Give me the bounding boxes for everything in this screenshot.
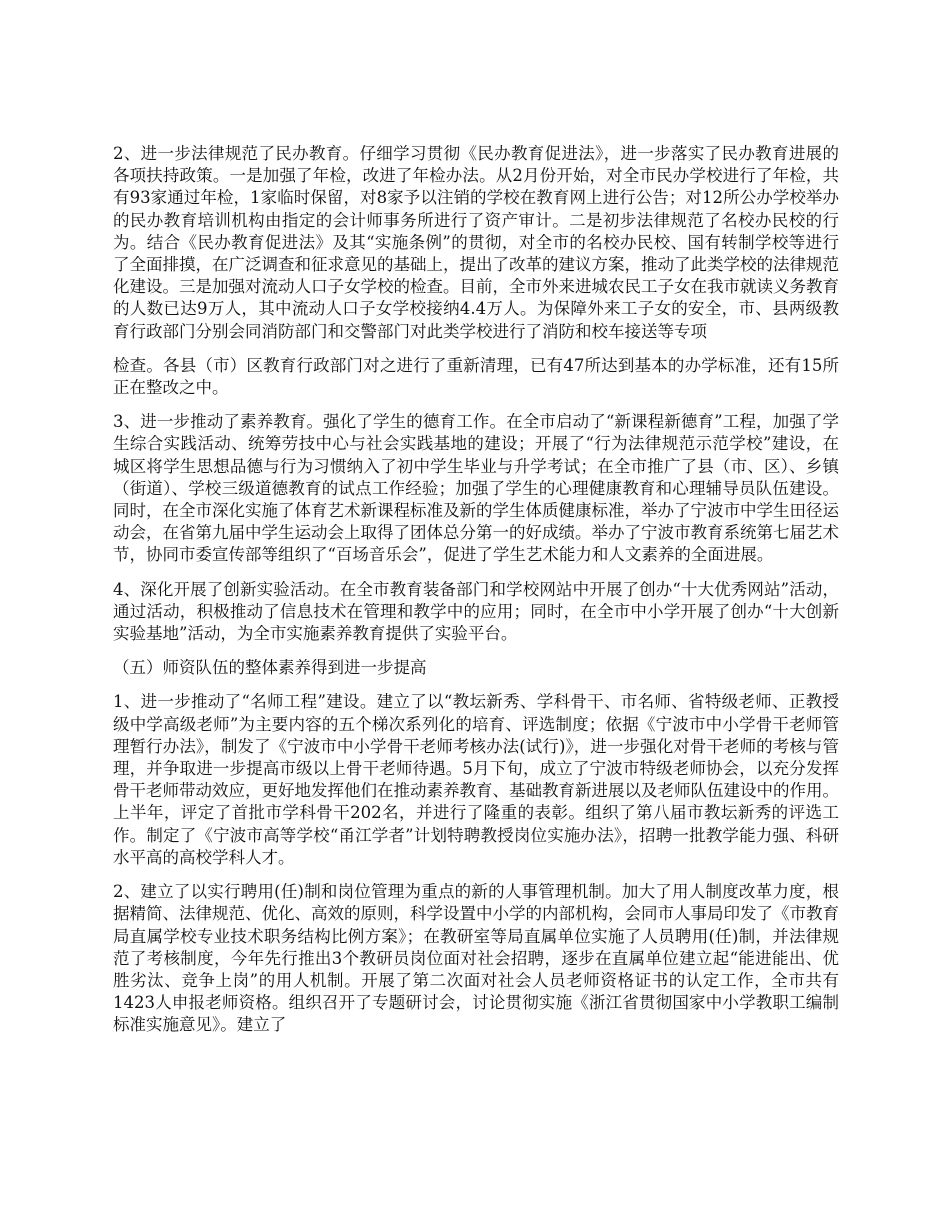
paragraph-personnel-management: 2、建立了以实行聘用(任)制和岗位管理为重点的新的人事管理机制。加大了用人制度改革力度，根据精简、法律规范、优化、高效的原则，科学设置中小学的内部机构，会同市人事局印发了《市教育局直属学校专业技术职务结构比例方案》；在教研室等局直属单位实施了人员聘用(任)制，并法律规范了考核制度，今年先行推出3个教研员岗位面对社会招聘，逐步在直属单位建立起“能进能出、优胜劣汰、竞争上岗”的用人机制。开展了第二次面对社会人员老师资格证书的认定工作，全市共有1423人申报老师资格。组织召开了专题研讨会，讨论贯彻实施《浙江省贯彻国家中小学教职工编制标准实施意见》。建立了	[113, 882, 839, 1035]
paragraph-private-education: 2、进一步法律规范了民办教育。仔细学习贯彻《民办教育促进法》，进一步落实了民办教育进展的各项扶持政策。一是加强了年检，改进了年检办法。从2月份开始，对全市民办学校进行了年检，共有93家通过年检，1家临时保留，对8家予以注销的学校在教育网上进行公告；对12所公办学校举办的民办教育培训机构由指定的会计师事务所进行了资产审计。二是初步法律规范了名校办民校的行为。结合《民办教育促进法》及其“实施条例”的贯彻，对全市的名校办民校、国有转制学校等进行了全面排摸，在广泛调查和征求意见的基础上，提出了改革的建议方案，推动了此类学校的法律规范化建设。三是加强对流动人口子女学校的检查。目前，全市外来进城农民工子女在我市就读义务教育的人数已达9万人，其中流动人口子女学校接纳4.4万人。为保障外来工子女的安全，市、县两级教育行政部门分别会同消防部门和交警部门对此类学校进行了消防和校车接送等专项	[113, 144, 839, 341]
document-body	[113, 143, 839, 1049]
paragraph-quality-education: 3、进一步推动了素养教育。强化了学生的德育工作。在全市启动了“新课程新德育”工程，加强了学生综合实践活动、统筹劳技中心与社会实践基地的建设；开展了“行为法律规范示范学校”建设，在城区将学生思想品德与行为习惯纳入了初中学生毕业与升学考试；在全市推广了县（市、区）、乡镇（街道）、学校三级道德教育的试点工作经验；加强了学生的心理健康教育和心理辅导员队伍建设。同时，在全市深化实施了体育艺术新课程标准及新的学生体质健康标准，举办了宁波市中学生田径运动会，在省第九届中学生运动会上取得了团体总分第一的好成绩。举办了宁波市教育系统第七届艺术节，协同市委宣传部等组织了“百场音乐会”，促进了学生艺术能力和人文素养的全面进展。	[113, 412, 839, 565]
paragraph-inspection-continued: 检查。各县（市）区教育行政部门对之进行了重新清理，已有47所达到基本的办学标准，还有15所正在整改之中。	[113, 355, 839, 398]
section-heading-teachers: （五）师资队伍的整体素养得到进一步提高	[113, 658, 427, 678]
paragraph-master-teacher-project: 1、进一步推动了“名师工程”建设。建立了以“教坛新秀、学科骨干、市名师、省特级老师、正教授级中学高级老师”为主要内容的五个梯次系列化的培育、评选制度；依据《宁波市中小学骨干老师管理暂行办法》，制发了《宁波市中小学骨干老师考核办法(试行)》，进一步强化对骨干老师的考核与管理，并争取进一步提高市级以上骨干老师待遇。5月下旬，成立了宁波市特级老师协会，以充分发挥骨干老师带动效应，更好地发挥他们在推动素养教育、基础教育新进展以及老师队伍建设中的作用。上半年，评定了首批市学科骨干202名，并进行了隆重的表彰。组织了第八届市教坛新秀的评选工作。制定了《宁波市高等学校“甬江学者”计划特聘教授岗位实施办法》，招聘一批教学能力强、科研水平高的高校学科人才。	[113, 692, 839, 867]
paragraph-innovation-experiments: 4、深化开展了创新实验活动。在全市教育装备部门和学校网站中开展了创办“十大优秀网站”活动，通过活动，积极推动了信息技术在管理和教学中的应用；同时，在全市中小学开展了创办“十大创新实验基地”活动，为全市实施素养教育提供了实验平台。	[113, 579, 839, 644]
